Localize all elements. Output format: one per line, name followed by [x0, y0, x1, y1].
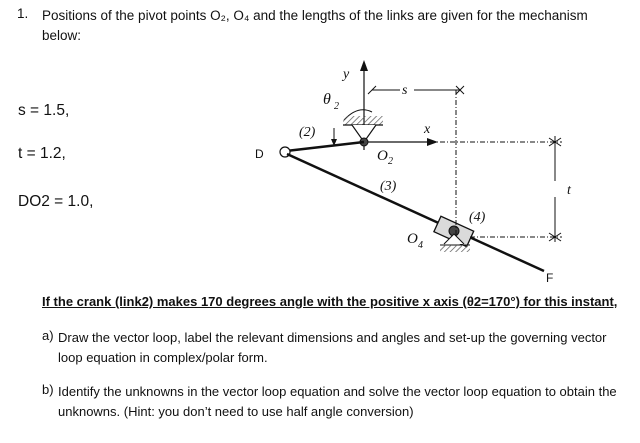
part-a-label: a) [42, 328, 54, 343]
o2-label: O [377, 148, 388, 164]
point-f-label: F [546, 271, 554, 285]
x-axis-label: x [424, 122, 431, 137]
link2-crank [286, 142, 364, 151]
link4-label: (4) [469, 210, 486, 225]
link2-label: (2) [299, 125, 316, 140]
dimension-t-label: t [567, 183, 571, 198]
o2-sub: 2 [388, 156, 393, 167]
part-b-label: b) [42, 382, 54, 397]
given-t: t = 1.2, [18, 145, 66, 162]
o4-label: O [407, 231, 418, 247]
o2-ground [343, 116, 383, 125]
theta-label: θ [323, 91, 331, 108]
o4-ground [440, 245, 470, 252]
part-b-text: Identify the unknowns in the vector loop equation and solve the vector loop equation to obtain the unknowns. (Hint: you don’t need to use half angle conversion) [58, 384, 617, 419]
o4-sub: 4 [418, 240, 423, 251]
question-text: Positions of the pivot points O₂, O₄ and the lengths of the links are given for the mechanism below: [42, 8, 588, 43]
y-axis-label: y [343, 67, 350, 82]
theta-sub: 2 [334, 101, 339, 112]
given-do2: DO2 = 1.0, [18, 193, 94, 210]
point-d-label: D [255, 147, 264, 161]
link3-label: (3) [380, 179, 397, 194]
part-a-text: Draw the vector loop, label the relevant dimensions and angles and set-up the governing vector loop equation in complex/polar form. [58, 330, 607, 365]
y-axis-arrow [360, 60, 368, 71]
question-number: 1. [17, 6, 29, 21]
dimension-s-label: s [402, 83, 408, 98]
given-s: s = 1.5, [18, 102, 70, 119]
instant-condition: If the crank (link2) makes 170 degrees angle with the positive x axis (θ2=170°) for this instant, [42, 294, 618, 309]
link3 [287, 154, 544, 271]
